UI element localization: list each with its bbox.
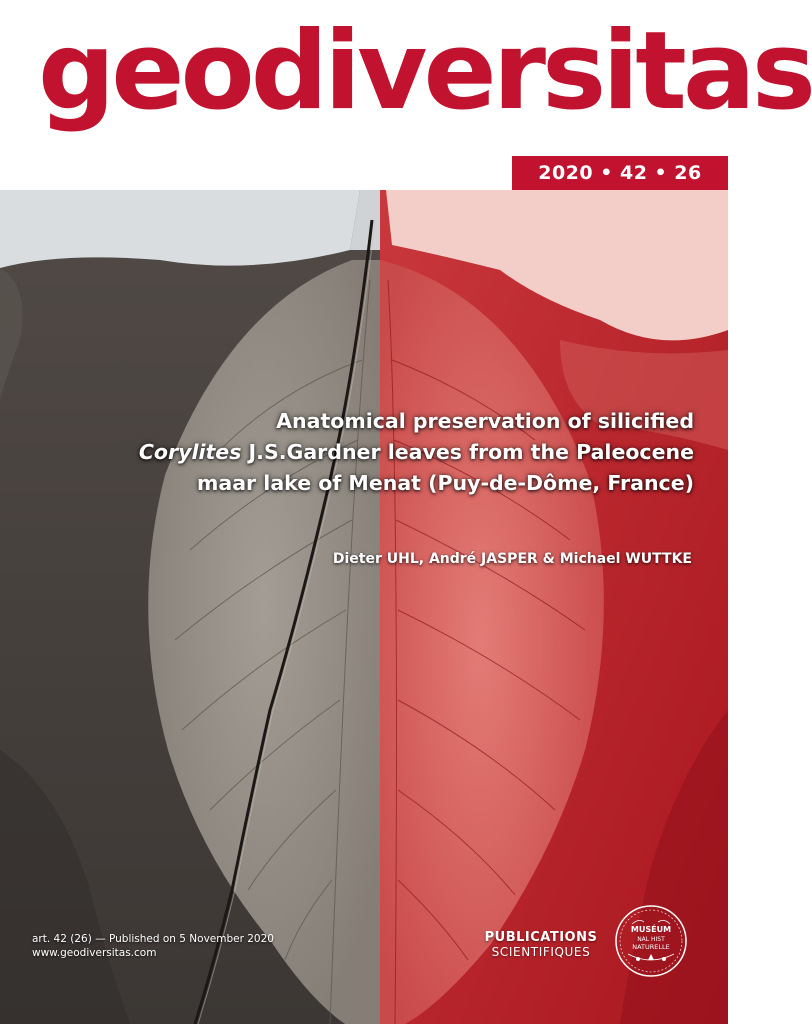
fossil-leaf-illustration — [0, 190, 728, 1024]
taxon-name: Corylites — [138, 440, 242, 464]
grey-pale-rock — [0, 190, 360, 268]
issue-badge: 2020 • 42 • 26 — [512, 156, 728, 190]
article-title — [139, 406, 694, 499]
seal-text-2: NAL HIST — [637, 936, 665, 943]
publisher-line-1: PUBLICATIONS — [484, 930, 598, 945]
seal-text-1: MUSÉUM — [630, 925, 672, 934]
article-info — [32, 932, 274, 960]
museum-seal-icon — [614, 904, 688, 978]
publication-date: art. 42 (26) — Published on 5 November 2020 — [32, 933, 274, 945]
title-line-2 — [139, 437, 694, 468]
publisher-logo-text — [482, 930, 600, 960]
website-link[interactable]: www.geodiversitas.com — [32, 947, 157, 959]
seal-text-3: NATURELLE — [632, 943, 670, 951]
masthead — [0, 0, 812, 190]
title-line-2-rest: J.S.Gardner leaves from the Paleocene — [241, 440, 694, 464]
title-line-1: Anatomical preservation of silicified — [276, 409, 694, 433]
journal-title: geodiversitas — [38, 9, 812, 134]
authors: Dieter UHL, André JASPER & Michael WUTTKE — [332, 551, 692, 567]
title-line-3: maar lake of Menat (Puy-de-Dôme, France) — [197, 471, 694, 495]
fossil-leaf-photo — [0, 190, 728, 1024]
publisher-line-2: SCIENTIFIQUES — [491, 945, 591, 959]
